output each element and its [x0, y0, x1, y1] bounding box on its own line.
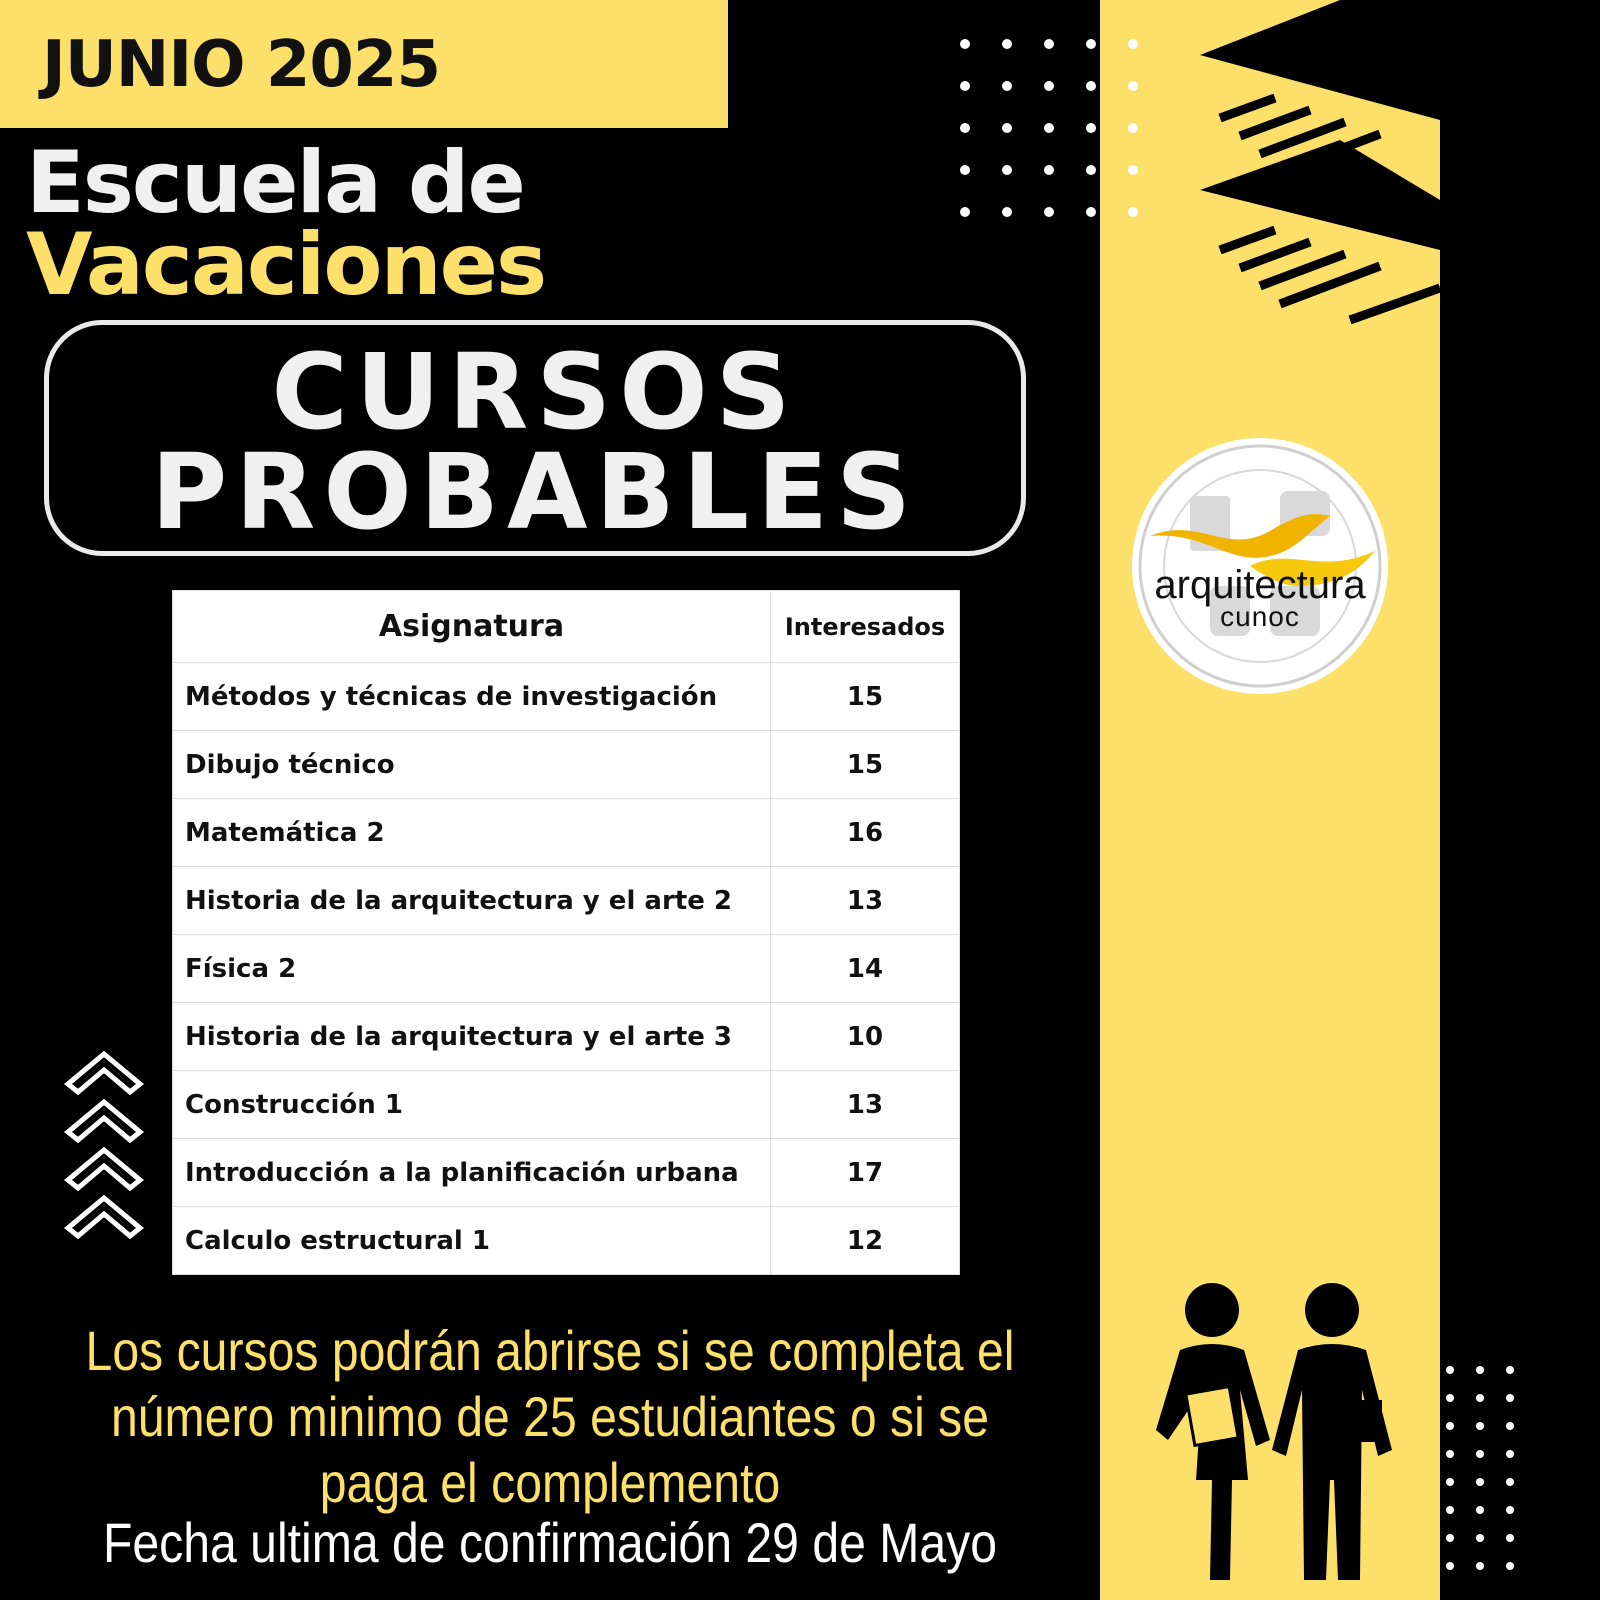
- row-subject: Física 2: [173, 935, 771, 1003]
- row-count: 17: [771, 1139, 960, 1207]
- row-subject: Métodos y técnicas de investigación: [173, 663, 771, 731]
- row-count: 13: [771, 1071, 960, 1139]
- row-count: 15: [771, 663, 960, 731]
- row-subject: Construcción 1: [173, 1071, 771, 1139]
- header-band: [0, 0, 728, 128]
- notice-line3: paga el complemento: [319, 1451, 781, 1514]
- university-seal-logo: [1130, 436, 1390, 696]
- row-subject: Dibujo técnico: [173, 731, 771, 799]
- table-row: [173, 1139, 960, 1207]
- deadline-text: [0, 1510, 1100, 1576]
- table-row: [173, 935, 960, 1003]
- header-subject: Asignatura: [173, 591, 771, 663]
- deadline-line: Fecha ultima de confirmación 29 de Mayo: [102, 1511, 998, 1574]
- row-subject: Matemática 2: [173, 799, 771, 867]
- courses-table: [172, 590, 960, 1275]
- notice-text: [0, 1318, 1100, 1516]
- table-header-row: [173, 591, 960, 663]
- row-subject: Calculo estructural 1: [173, 1207, 771, 1275]
- row-count: 10: [771, 1003, 960, 1071]
- banner-line1: CURSOS: [271, 331, 799, 453]
- row-subject: Introducción a la planificación urbana: [173, 1139, 771, 1207]
- table-row: [173, 1003, 960, 1071]
- table-row: [173, 799, 960, 867]
- title-line1: Escuela de: [26, 133, 524, 233]
- logo-sub: cunoc: [1220, 601, 1300, 632]
- stripes-decoration: [1200, 0, 1440, 340]
- banner-line2: PROBABLES: [151, 431, 919, 553]
- chevron-up-stack-icon: [64, 1050, 144, 1244]
- table-row: [173, 867, 960, 935]
- row-count: 12: [771, 1207, 960, 1275]
- table-row: [173, 1207, 960, 1275]
- row-count: 15: [771, 731, 960, 799]
- notice-line2: número minimo de 25 estudiantes o si se: [110, 1385, 990, 1448]
- dot-grid-top: [950, 36, 1150, 226]
- row-count: 13: [771, 867, 960, 935]
- logo-name: arquitectura: [1154, 563, 1366, 607]
- students-icon: [1140, 1280, 1410, 1590]
- header-count: Interesados: [771, 591, 960, 663]
- dot-grid-bottom: [1440, 1360, 1560, 1590]
- row-subject: Historia de la arquitectura y el arte 2: [173, 867, 771, 935]
- notice-line1: Los cursos podrán abrirse si se completa el: [85, 1319, 1015, 1382]
- cursos-banner: [44, 320, 1026, 556]
- title-line2: Vacaciones: [26, 215, 546, 315]
- table-row: [173, 663, 960, 731]
- row-subject: Historia de la arquitectura y el arte 3: [173, 1003, 771, 1071]
- table-row: [173, 1071, 960, 1139]
- row-count: 14: [771, 935, 960, 1003]
- header-date: JUNIO 2025: [42, 28, 440, 102]
- table-row: [173, 731, 960, 799]
- row-count: 16: [771, 799, 960, 867]
